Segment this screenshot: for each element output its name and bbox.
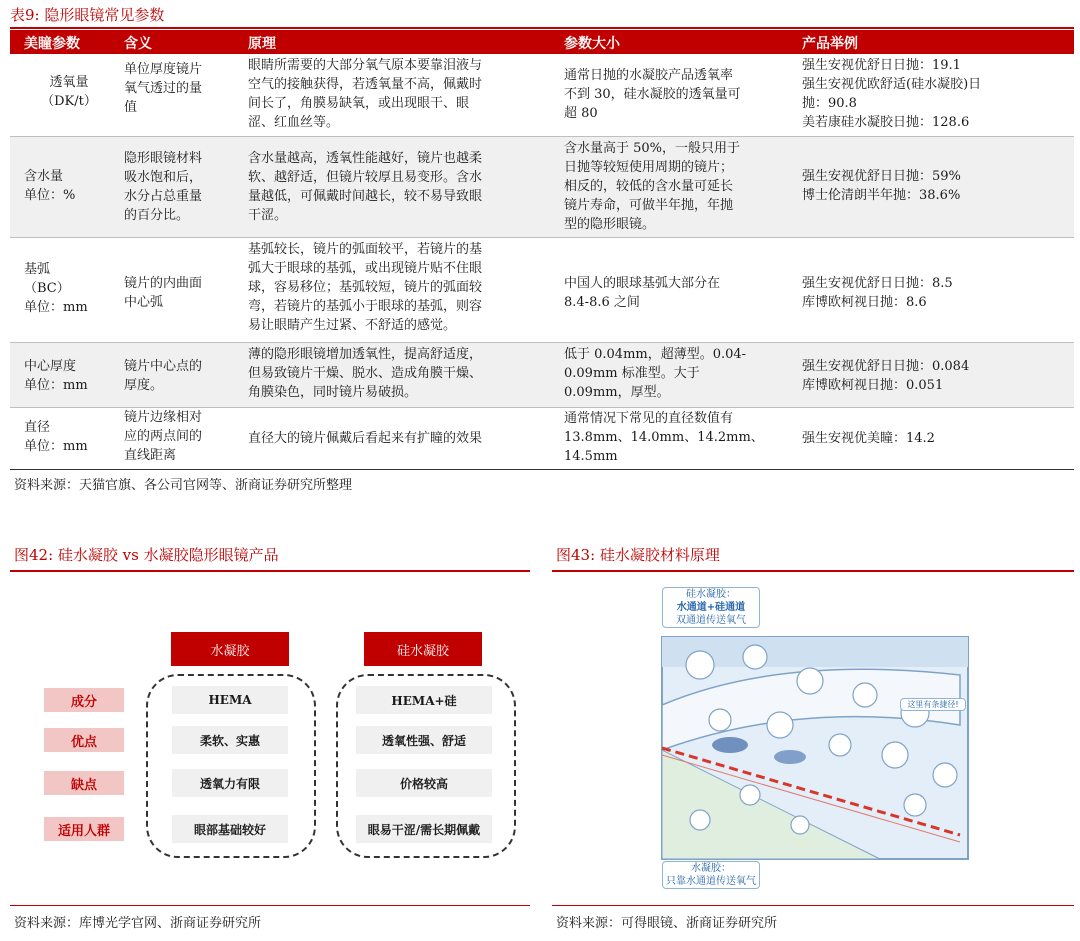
fig42-col-hydrogel: 水凝胶 [171,632,289,666]
cell-meaning: 镜片边缘相对 应的两点间的 直线距离 [124,410,203,463]
table-top-rule [10,27,1074,29]
cell-size: 低于 0.04mm，超薄型。0.04- 0.09mm 标准型。大于 0.09mm，厚型。 [564,347,747,400]
fig43-hydrogel-label [662,861,760,889]
fig43-silicone-label-line2: 水通道+硅通道 [676,602,746,613]
cell-size: 通常日抛的水凝胶产品透氧率 不到 30，硅水凝胶的透氧量可 超 80 [564,68,741,121]
header-examples: 产品举例 [802,36,858,52]
fig42-silicone-users: 眼易干涩/需长期佩戴 [356,815,492,843]
table-row [10,343,1074,407]
fig43-diagram [660,585,970,887]
cell-principle: 直径大的镜片佩戴后看起来有扩瞳的效果 [248,431,483,446]
fig43-hydrogel-label-line2: 只靠水通道传送氧气 [666,876,756,887]
fig43-silicone-label-line3: 双通道传送氧气 [676,615,746,626]
fig42-source: 资料来源：库博光学官网、浙商证券研究所 [14,916,262,931]
fig42-col-silicone: 硅水凝胶 [364,632,482,666]
fig43-speech-bubble: 这里有条捷径! [900,698,966,711]
table-source: 资料来源：天猫官旗、各公司官网等、浙商证券研究所整理 [14,478,353,493]
cell-param: 基弧 （BC） 单位：mm [24,262,88,315]
fig42-hydrogel-pros: 柔软、实惠 [172,726,288,754]
cell-meaning: 单位厚度镜片 氧气透过的量 值 [124,62,203,115]
table-row [10,54,1074,136]
table-row [10,408,1074,468]
fig42-label-pros: 优点 [44,728,124,752]
cell-param: 中心厚度 单位：mm [24,359,88,393]
cell-examples: 强生安视优舒日日抛：8.5 库博欧柯视日抛：8.6 [802,276,953,310]
fig43-silicone-label-line1: 硅水凝胶： [686,589,736,600]
fig43-bottom-rule [552,905,1074,906]
header-param: 美瞳参数 [24,36,80,52]
cell-param: 直径 单位：mm [24,420,88,454]
header-meaning: 含义 [124,36,152,52]
cell-principle: 基弧较长，镜片的弧面较平，若镜片的基 弧大于眼球的基弧，或出现镜片贴不住眼 球，容易移位；基弧较短，镜片的弧面较 弯，若镜片的基弧小于眼球的基弧，则容 易让眼睛产生过紧、不舒适的感觉。 [248,242,483,333]
cell-meaning: 镜片的内曲面 中心弧 [124,276,203,310]
cell-examples: 强生安视优舒日日抛：19.1 强生安视优欧舒适(硅水凝胶)日 抛：90.8 美若康硅水凝胶日抛：128.6 [802,58,982,130]
cell-size: 通常情况下常见的直径数值有 13.8mm、14.0mm、14.2mm、 14.5mm [564,411,764,464]
table-title: 表9: 隐形眼镜常见参数 [10,6,165,24]
fig43-silicone-label [662,587,760,628]
cell-meaning: 镜片中心点的 厚度。 [124,359,203,393]
fig42-hydrogel-users: 眼部基础较好 [172,815,288,843]
cell-size: 中国人的眼球基弧大部分在 8.4-8.6 之间 [564,276,721,310]
fig42-title: 图42: 硅水凝胶 vs 水凝胶隐形眼镜产品 [14,546,279,564]
cell-meaning: 隐形眼镜材料 吸水饱和后， 水分占总重量 的百分比。 [124,151,203,223]
fig42-silicone-ingredient: HEMA+硅 [356,686,492,714]
table-row [10,137,1074,237]
fig42-silicone-pros: 透氧性强、舒适 [356,726,492,754]
table-bottom-rule [10,469,1074,470]
header-size: 参数大小 [564,36,620,52]
cell-examples: 强生安视优美瞳：14.2 [802,431,935,446]
cell-size: 含水量高于 50%，一般只用于 日抛等较短使用周期的镜片； 相反的，较低的含水量可延长 镜片寿命，可做半年抛，年抛 型的隐形眼镜。 [564,141,741,232]
fig42-hydrogel-cons: 透氧力有限 [172,769,288,797]
fig42-hydrogel-ingredient: HEMA [172,686,288,714]
fig42-silicone-cons: 价格较高 [356,769,492,797]
cell-examples: 强生安视优舒日日抛：59% 博士伦清朗半年抛：38.6% [802,169,961,203]
fig42-bottom-rule [10,905,530,906]
fig43-hydrogel-label-line1: 水凝胶： [691,863,731,874]
table-row [10,238,1074,342]
cell-param: 含水量 单位：% [24,169,76,203]
fig42-label-users: 适用人群 [44,817,124,841]
cell-principle: 含水量越高，透氧性能越好，镜片也越柔 软、越舒适，但镜片较厚且易变形。含水 量越低，可佩戴时间越长，较不易导致眼 干涩。 [248,151,483,223]
cell-param: 透氧量 （DK/t） [41,75,97,109]
cell-examples: 强生安视优舒日日抛：0.084 库博欧柯视日抛：0.051 [802,359,970,393]
cell-principle: 薄的隐形眼镜增加透氧性，提高舒适度， 但易致镜片干燥、脱水、造成角膜干燥、 角膜染色，同时镜片易破损。 [248,347,483,400]
oxygen-channel-illustration [660,585,970,887]
fig42-label-cons: 缺点 [44,771,124,795]
cell-principle: 眼睛所需要的大部分氧气原本要靠泪液与 空气的接触获得，若透氧量不高，佩戴时 间长了，角膜易缺氧，或出现眼干、眼 涩、红血丝等。 [248,58,483,130]
fig42-label-ingredient: 成分 [44,688,124,712]
header-principle: 原理 [248,36,276,52]
fig43-source: 资料来源：可得眼镜、浙商证券研究所 [556,916,778,931]
fig42-title-rule [10,570,530,572]
table-header [10,30,1074,54]
fig43-title: 图43: 硅水凝胶材料原理 [556,546,720,564]
fig43-title-rule [552,570,1074,572]
